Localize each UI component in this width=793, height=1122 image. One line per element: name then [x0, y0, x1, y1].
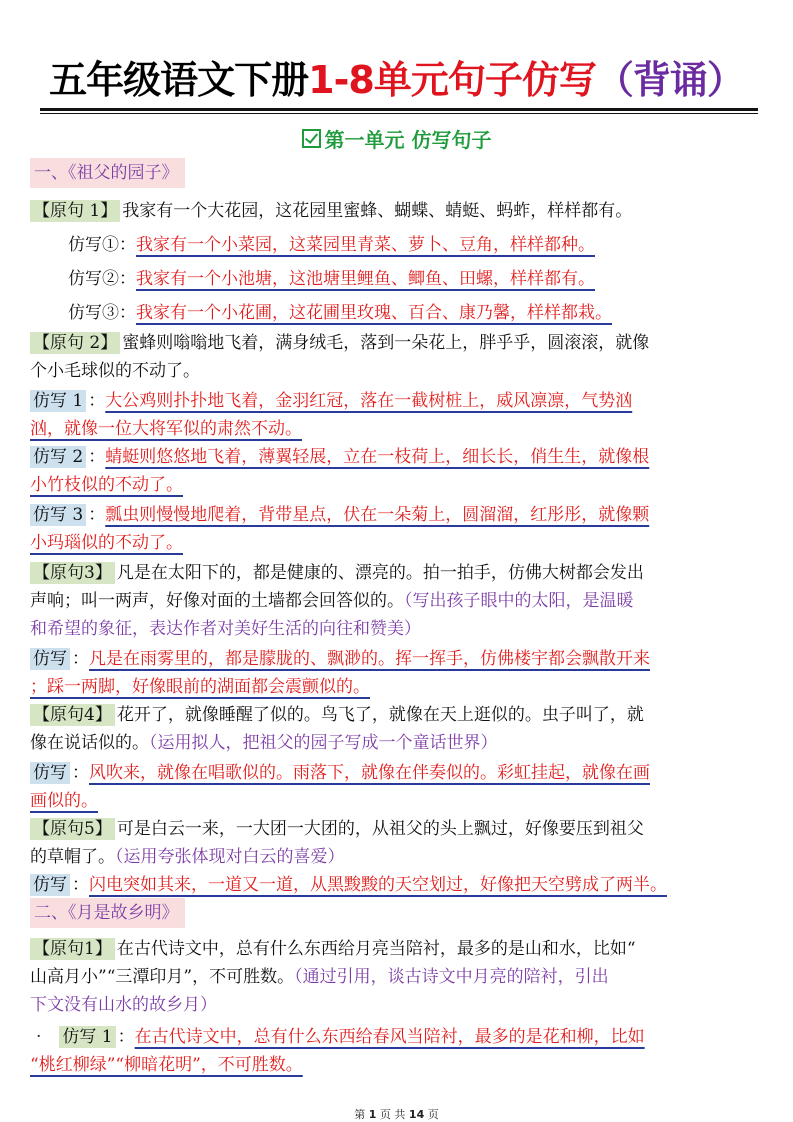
footer-prefix: 第	[354, 1108, 369, 1121]
sentence-text: 像在说话似的。	[30, 733, 149, 753]
sentence-text: 在古代诗文中，总有什么东西给月亮当陪衬，最多的是山和水，比如“	[116, 939, 636, 959]
original-sentence-5-cont	[30, 842, 345, 872]
imitation-1-2	[68, 264, 595, 294]
imitation-text: 蜻蜓则悠悠地飞着，薄翼轻展，立在一枝荷上，细长长，俏生生，就像根	[105, 447, 650, 467]
sentence-text: 的草帽了。	[30, 847, 115, 867]
original-sentence-4-cont	[30, 728, 498, 758]
imitation-m1	[36, 1022, 645, 1052]
imitation-4-cont	[30, 786, 98, 816]
section-heading-1: 一、《祖父的园子》	[30, 158, 185, 188]
annotation-note: （通过引用，谈古诗文中月亮的陪衬，引出	[294, 967, 609, 987]
annotation-note: （写出孩子眼中的太阳，是温暖	[404, 591, 634, 611]
separator: ：	[117, 1027, 135, 1047]
original-tag: 【原句5】	[30, 818, 115, 840]
imitation-text: 小竹枝似的不动了。	[30, 475, 183, 495]
annotation-note: 下文没有山水的故乡月）	[30, 995, 217, 1015]
imitation-tag: 仿写 1	[30, 390, 86, 412]
sentence-text: 蜜蜂则嗡嗡地飞着，满身绒毛，落到一朵花上，胖乎乎，圆滚滚，就像	[122, 333, 650, 353]
page-title	[0, 54, 793, 106]
imitation-text: 我家有一个小菜园，这菜园里青菜、萝卜、豆角，样样都种。	[136, 235, 595, 255]
page-footer	[0, 1106, 793, 1122]
imitation-text: “桃红柳绿”“柳暗花明”，不可胜数。	[30, 1055, 303, 1075]
imitation-text: ；踩一两脚，好像眼前的湖面都会震颤似的。	[30, 677, 370, 697]
imitation-tag: 仿写	[30, 648, 70, 670]
imitation-text: 汹，就像一位大将军似的肃然不动。	[30, 419, 302, 439]
annotation-note: （运用夸张体现对白云的喜爱）	[115, 847, 345, 867]
original-sentence-1	[30, 196, 632, 226]
page-total: 14	[408, 1108, 425, 1121]
original-sentence-3-cont	[30, 586, 634, 616]
original-sentence-3-note	[30, 614, 421, 644]
sentence-text: 花开了，就像睡醒了似的。鸟飞了，就像在天上逛似的。虫子叫了，就	[116, 705, 644, 725]
unit-heading-text: 第一单元 仿写句子	[324, 128, 492, 152]
unit-heading	[0, 125, 793, 155]
separator: ：	[72, 649, 89, 669]
checkbox-icon	[302, 129, 321, 148]
title-red: 1-8单元句子仿写	[308, 58, 596, 102]
title-rule	[40, 108, 758, 111]
original-sentence-3	[30, 558, 644, 588]
original-sentence-2-cont: 个小毛球似的不动了。	[30, 361, 200, 381]
imitation-text: 闪电突如其来，一道又一道，从黑黢黢的天空划过，好像把天空劈成了两半。	[89, 875, 667, 895]
footer-mid: 页 共	[376, 1108, 409, 1121]
imitation-2-3	[30, 500, 649, 530]
original-sentence-m1-cont	[30, 962, 609, 992]
imitation-label: 仿写③：	[68, 303, 136, 323]
imitation-text: 画似的。	[30, 791, 98, 811]
original-sentence-4	[30, 700, 644, 730]
annotation-note: （运用拟人，把祖父的园子写成一个童话世界）	[149, 733, 498, 753]
sentence-text: 凡是在太阳下的，都是健康的、漂亮的。拍一拍手，仿佛大树都会发出	[116, 563, 644, 583]
original-sentence-5	[30, 814, 644, 844]
imitation-3-cont	[30, 672, 370, 702]
imitation-text: 我家有一个小池塘，这池塘里鲤鱼、鲫鱼、田螺，样样都有。	[136, 269, 595, 289]
sentence-text: 我家有一个大花园，这花园里蜜蜂、蝴蝶、蜻蜓、蚂蚱，样样都有。	[122, 201, 633, 221]
imitation-text: 小玛瑙似的不动了。	[30, 533, 183, 553]
imitation-2-2	[30, 442, 649, 472]
original-sentence-m1	[30, 934, 636, 964]
footer-suffix: 页	[424, 1108, 439, 1121]
imitation-tag: 仿写 3	[30, 504, 86, 526]
separator: ：	[88, 447, 106, 467]
imitation-2-1-cont	[30, 414, 302, 444]
imitation-2-1	[30, 386, 632, 416]
original-tag: 【原句3】	[30, 562, 115, 584]
sentence-text: 山高月小”“三潭印月”，不可胜数。	[30, 967, 295, 987]
original-tag: 【原句 1】	[30, 200, 120, 222]
imitation-2-3-cont	[30, 528, 183, 558]
annotation-note: 和希望的象征，表达作者对美好生活的向往和赞美）	[30, 619, 421, 639]
imitation-text: 瓢虫则慢慢地爬着，背带星点，伏在一朵菊上，圆溜溜，红彤彤，就像颗	[105, 505, 650, 525]
imitation-tag: 仿写	[30, 762, 70, 784]
imitation-5	[30, 870, 667, 900]
imitation-1-3	[68, 298, 612, 328]
page-number: 1	[368, 1108, 377, 1121]
imitation-m1-cont	[30, 1050, 303, 1080]
original-tag: 【原句1】	[30, 938, 115, 960]
original-tag: 【原句4】	[30, 704, 115, 726]
imitation-4	[30, 758, 650, 788]
imitation-tag: 仿写	[30, 874, 70, 896]
section-heading-2: 二、《月是故乡明》	[30, 898, 185, 928]
imitation-label: 仿写①：	[68, 235, 136, 255]
title-rule-thin	[40, 113, 758, 114]
sentence-text: 可是白云一来，一大团一大团的，从祖父的头上飘过，好像要压到祖父	[116, 819, 644, 839]
original-sentence-2	[30, 328, 649, 358]
bullet-dot: ·	[36, 1027, 42, 1047]
imitation-label: 仿写②：	[68, 269, 136, 289]
title-purple: （背诵）	[595, 58, 744, 102]
imitation-3	[30, 644, 650, 674]
separator: ：	[72, 763, 89, 783]
imitation-tag: 仿写 2	[30, 446, 86, 468]
sentence-text: 声响；叫一两声，好像对面的土墙都会回答似的。	[30, 591, 404, 611]
imitation-text: 风吹来，就像在唱歌似的。雨落下，就像在伴奏似的。彩虹挂起，就像在画	[89, 763, 650, 783]
original-tag: 【原句 2】	[30, 332, 120, 354]
imitation-text: 我家有一个小花圃，这花圃里玫瑰、百合、康乃馨，样样都栽。	[136, 303, 612, 323]
imitation-tag: 仿写 1	[59, 1026, 115, 1048]
imitation-2-2-cont	[30, 470, 183, 500]
separator: ：	[88, 505, 106, 525]
original-sentence-m1-note	[30, 990, 217, 1020]
title-black: 五年级语文下册	[49, 58, 309, 102]
imitation-1-1	[68, 230, 595, 260]
imitation-text: 大公鸡则扑扑地飞着，金羽红冠，落在一截树桩上，威风凛凛，气势汹	[105, 391, 633, 411]
separator: ：	[88, 391, 106, 411]
separator: ：	[72, 875, 89, 895]
imitation-text: 在古代诗文中，总有什么东西给春风当陪衬，最多的是花和柳，比如	[134, 1027, 645, 1047]
imitation-text: 凡是在雨雾里的，都是朦胧的、飘渺的。挥一挥手，仿佛楼宇都会飘散开来	[89, 649, 650, 669]
